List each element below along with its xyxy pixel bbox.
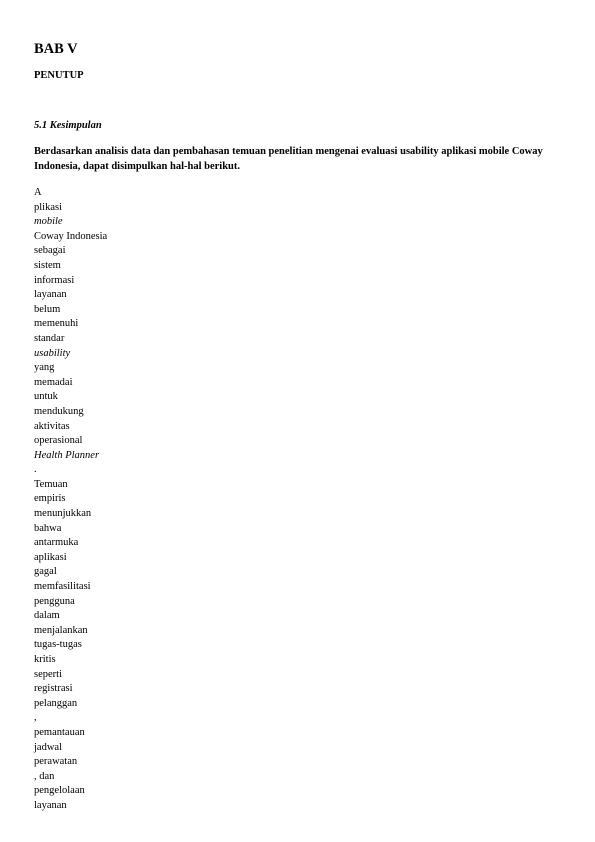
text-word: . bbox=[34, 464, 37, 476]
text-word: yang bbox=[34, 362, 55, 374]
text-word: layanan bbox=[34, 799, 67, 811]
text-word: Health Planner bbox=[34, 449, 100, 461]
chapter-title: BAB V bbox=[34, 41, 78, 57]
text-word: pengguna bbox=[34, 595, 75, 607]
text-word: usability bbox=[34, 347, 71, 359]
text-word: gagal bbox=[34, 566, 57, 578]
intro-paragraph: Berdasarkan analisis data dan pembahasan temuan penelitian mengenai evaluasi usability aplikasi mobile Coway Indonesia, dapat disimpulkan hal-hal berikut. bbox=[34, 146, 543, 172]
text-word: belum bbox=[34, 303, 61, 315]
text-word: registrasi bbox=[34, 683, 73, 695]
text-word: , bbox=[34, 712, 37, 724]
text-word: tugas-tugas bbox=[34, 639, 82, 651]
text-word: kritis bbox=[34, 654, 56, 665]
text-word: menjalankan bbox=[34, 624, 88, 636]
text-word: menunjukkan bbox=[34, 508, 92, 520]
text-word: sebagai bbox=[34, 245, 66, 257]
document-page bbox=[34, 40, 554, 814]
text-word: layanan bbox=[34, 289, 67, 301]
text-word: aktivitas bbox=[34, 420, 70, 432]
text-word: plikasi bbox=[34, 201, 62, 213]
text-word: Coway Indonesia bbox=[34, 230, 108, 242]
text-word: Temuan bbox=[34, 478, 68, 490]
text-word: pelanggan bbox=[34, 697, 78, 709]
text-word: seperti bbox=[34, 668, 62, 680]
text-word: pemantauan bbox=[34, 726, 85, 738]
word-list bbox=[34, 186, 554, 814]
text-word: memfasilitasi bbox=[34, 581, 91, 593]
text-word: memadai bbox=[34, 376, 73, 388]
text-word: standar bbox=[34, 332, 65, 344]
text-word: antarmuka bbox=[34, 537, 79, 549]
text-word: mendukung bbox=[34, 405, 84, 417]
text-word: informasi bbox=[34, 274, 75, 286]
text-word: pengelolaan bbox=[34, 785, 85, 797]
text-word: empiris bbox=[34, 493, 66, 505]
text-word: jadwal bbox=[34, 741, 62, 753]
section-heading: 5.1 Kesimpulan bbox=[34, 120, 102, 131]
text-word: untuk bbox=[34, 391, 58, 403]
text-word: dalam bbox=[34, 610, 60, 622]
text-word: perawatan bbox=[34, 756, 78, 768]
text-word: , dan bbox=[34, 770, 55, 782]
text-word: aplikasi bbox=[34, 551, 67, 563]
text-word: mobile bbox=[34, 216, 63, 228]
text-word: A bbox=[34, 187, 42, 198]
text-word: operasional bbox=[34, 435, 83, 447]
text-word: sistem bbox=[34, 259, 61, 271]
text-word: bahwa bbox=[34, 522, 62, 534]
text-word: memenuhi bbox=[34, 318, 79, 330]
chapter-subtitle: PENUTUP bbox=[34, 70, 84, 81]
